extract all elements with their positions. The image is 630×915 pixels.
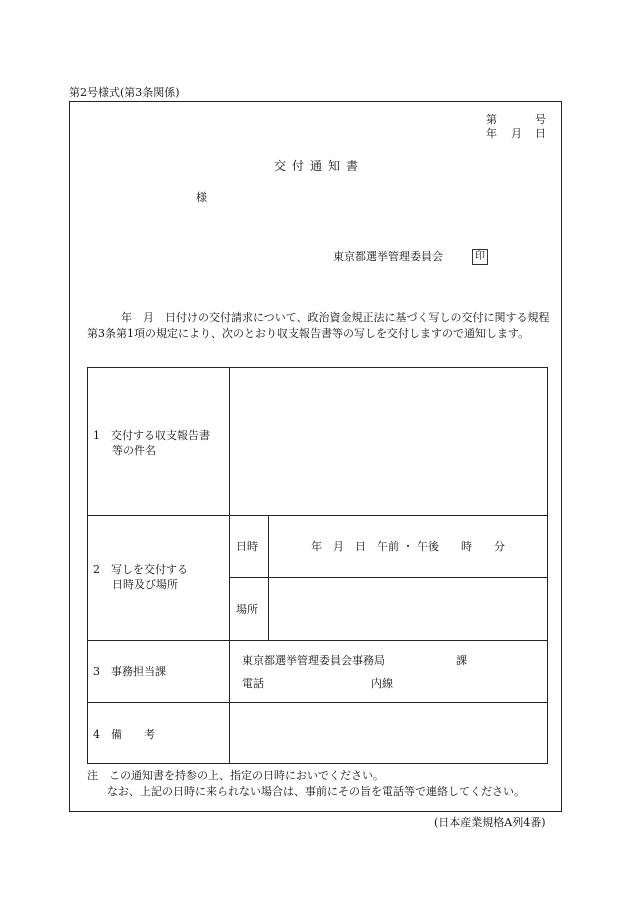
- table-column-divider: [229, 367, 230, 764]
- body-paragraph: [87, 310, 550, 342]
- table-subcolumn-divider: [268, 515, 269, 640]
- date-year: 年: [486, 127, 497, 140]
- form-number-label: 第2号様式(第3条関係): [69, 86, 180, 99]
- table-subrow-divider: [229, 577, 548, 578]
- table-row-divider-1: [87, 515, 548, 516]
- table-border-bottom: [87, 763, 548, 764]
- table-border-right: [547, 367, 548, 764]
- table-border-left: [87, 367, 88, 764]
- date-day: 日: [535, 127, 546, 140]
- note-line-1: 注 この通知書を持参の上、指定の日時においでください。: [87, 769, 384, 782]
- datetime-value: 年 月 日 午前 ・ 午後 時 分: [311, 540, 505, 553]
- row4-label: 4 備 考: [93, 728, 155, 741]
- note-line-2: なお、上記の日時に来られない場合は、事前にその旨を電話等で連絡してください。: [107, 785, 525, 798]
- table-row-divider-2: [87, 640, 548, 641]
- phone-label: 電話: [242, 677, 264, 690]
- number-label: 第: [486, 113, 497, 126]
- place-label: 場所: [236, 603, 258, 616]
- row1-label-line1: 1 交付する収支報告書: [93, 429, 210, 442]
- addressee-suffix: 様: [196, 191, 207, 204]
- seal-mark: 印: [472, 249, 488, 265]
- department-suffix: 課: [456, 654, 467, 667]
- issuer-name: 東京都選挙管理委員会: [333, 250, 443, 263]
- number-suffix: 号: [535, 113, 546, 126]
- date-month: 月: [511, 127, 522, 140]
- row3-label: 3 事務担当課: [93, 665, 166, 678]
- department-name: 東京都選挙管理委員会事務局: [242, 654, 385, 667]
- row2-label-line2: 日時及び場所: [112, 578, 178, 591]
- datetime-label: 日時: [236, 540, 258, 553]
- paper-standard: (日本産業規格A列4番): [434, 816, 546, 829]
- table-border-top: [87, 367, 548, 368]
- extension-label: 内線: [371, 677, 393, 690]
- row1-label-line2: 等の件名: [112, 444, 156, 457]
- body-text: 年 月 日付けの交付請求について、政治資金規正法に基づく写しの交付に関する規程第3条第1項の規定により、次のとおり収支報告書等の写しを交付しますので通知します。: [87, 311, 550, 340]
- table-row-divider-3: [87, 702, 548, 703]
- document-title: 交付通知書: [274, 159, 365, 173]
- row2-label-line1: 2 写しを交付する: [93, 563, 188, 576]
